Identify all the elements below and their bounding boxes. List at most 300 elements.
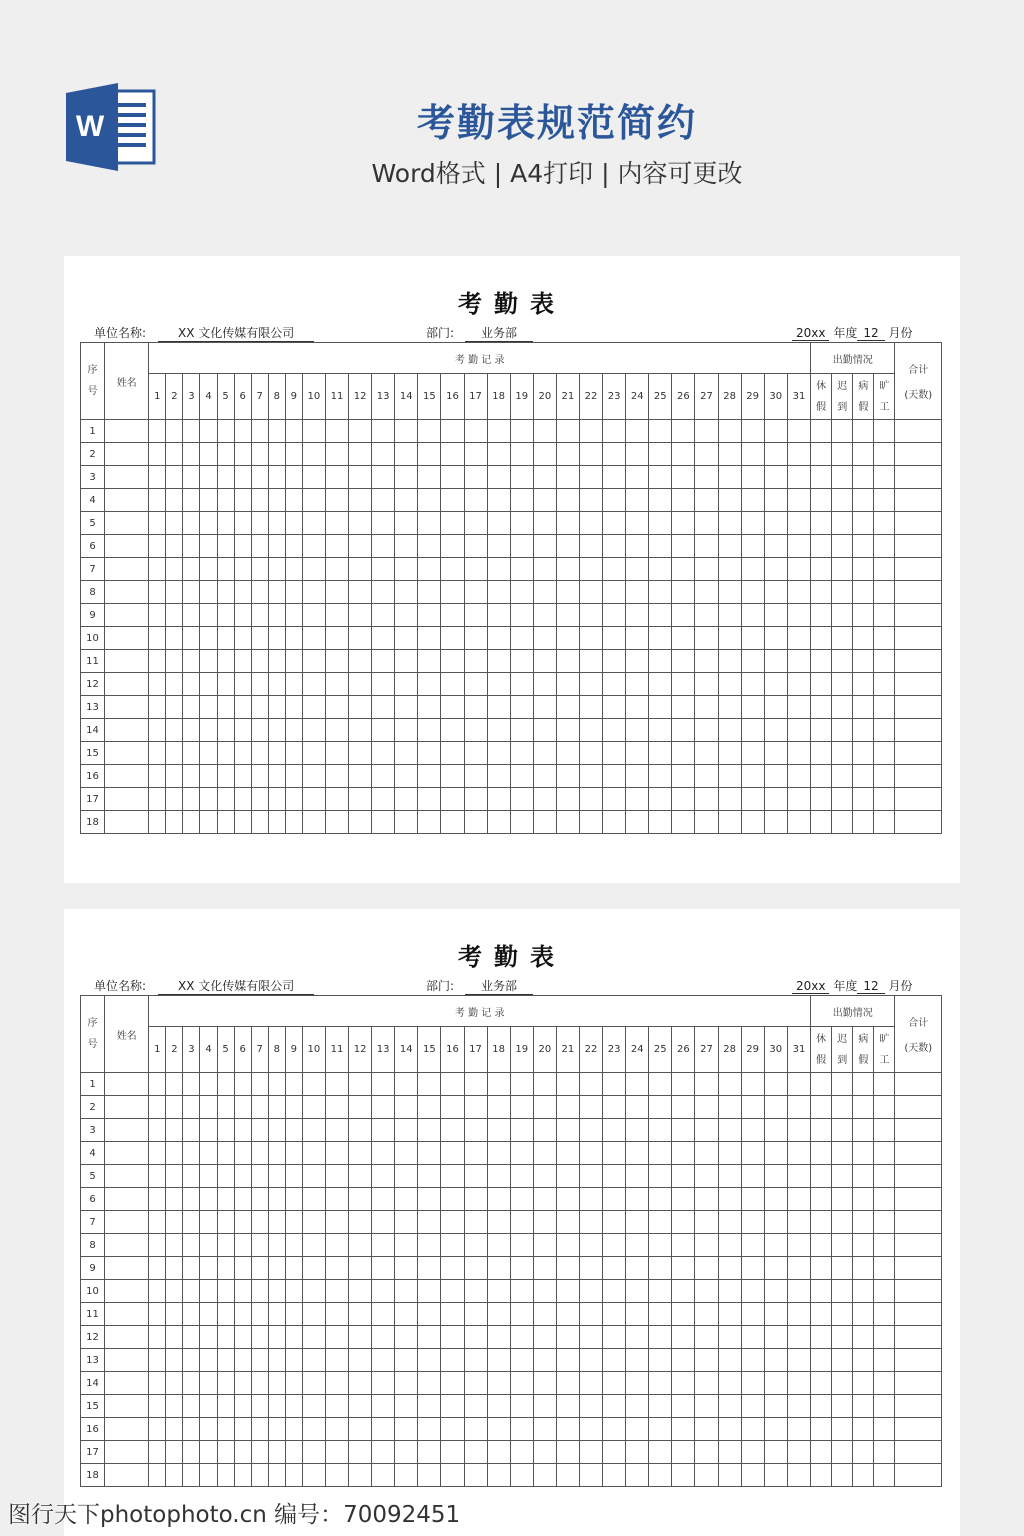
table-cell[interactable]: [268, 1326, 285, 1349]
table-cell[interactable]: [325, 719, 348, 742]
table-cell[interactable]: [234, 1096, 251, 1119]
table-cell[interactable]: [234, 1119, 251, 1142]
table-cell[interactable]: [672, 466, 695, 489]
table-cell[interactable]: [764, 1165, 787, 1188]
table-cell[interactable]: [874, 742, 895, 765]
table-cell[interactable]: [441, 765, 464, 788]
table-cell[interactable]: [718, 466, 741, 489]
table-cell[interactable]: [372, 1096, 395, 1119]
table-cell[interactable]: [487, 788, 510, 811]
table-cell[interactable]: [183, 1096, 200, 1119]
table-cell[interactable]: [626, 742, 649, 765]
table-cell[interactable]: [556, 1142, 579, 1165]
table-cell[interactable]: [853, 558, 874, 581]
table-cell[interactable]: [418, 512, 441, 535]
table-cell[interactable]: [395, 1280, 418, 1303]
table-cell[interactable]: [603, 1234, 626, 1257]
table-cell[interactable]: [149, 650, 166, 673]
table-cell[interactable]: [811, 466, 832, 489]
table-cell[interactable]: [464, 512, 487, 535]
table-cell[interactable]: [811, 1257, 832, 1280]
table-cell[interactable]: [464, 742, 487, 765]
table-cell[interactable]: [853, 788, 874, 811]
table-cell[interactable]: [372, 673, 395, 696]
table-cell[interactable]: [874, 1395, 895, 1418]
table-cell[interactable]: [105, 535, 149, 558]
table-cell[interactable]: [251, 420, 268, 443]
table-cell[interactable]: [105, 1326, 149, 1349]
table-cell[interactable]: [832, 1073, 853, 1096]
table-cell[interactable]: [105, 466, 149, 489]
table-cell[interactable]: [533, 765, 556, 788]
table-cell[interactable]: [349, 489, 372, 512]
table-cell[interactable]: [510, 1441, 533, 1464]
table-cell[interactable]: [832, 788, 853, 811]
table-cell[interactable]: [811, 443, 832, 466]
table-cell[interactable]: [349, 1234, 372, 1257]
table-cell[interactable]: [349, 719, 372, 742]
table-cell[interactable]: [603, 1142, 626, 1165]
table-cell[interactable]: [285, 719, 302, 742]
table-cell[interactable]: [268, 1142, 285, 1165]
table-cell[interactable]: [325, 1280, 348, 1303]
table-cell[interactable]: [787, 1372, 810, 1395]
table-cell[interactable]: [579, 1441, 602, 1464]
table-cell[interactable]: [200, 1372, 217, 1395]
table-cell[interactable]: [672, 742, 695, 765]
table-cell[interactable]: [741, 1119, 764, 1142]
table-cell[interactable]: [464, 1234, 487, 1257]
table-cell[interactable]: [718, 1096, 741, 1119]
table-cell[interactable]: [672, 719, 695, 742]
table-cell[interactable]: [149, 1326, 166, 1349]
table-cell[interactable]: [556, 811, 579, 834]
table-cell[interactable]: [649, 1418, 672, 1441]
table-cell[interactable]: [811, 1395, 832, 1418]
table-cell[interactable]: [695, 1096, 718, 1119]
table-cell[interactable]: [853, 1303, 874, 1326]
table-cell[interactable]: [787, 1326, 810, 1349]
table-cell[interactable]: [533, 742, 556, 765]
table-cell[interactable]: [741, 788, 764, 811]
table-cell[interactable]: [603, 650, 626, 673]
table-cell[interactable]: [626, 1372, 649, 1395]
table-cell[interactable]: [325, 420, 348, 443]
table-cell[interactable]: [533, 1280, 556, 1303]
table-cell[interactable]: [895, 1441, 942, 1464]
table-cell[interactable]: [251, 696, 268, 719]
table-cell[interactable]: [395, 1441, 418, 1464]
table-cell[interactable]: [764, 696, 787, 719]
table-cell[interactable]: [149, 1349, 166, 1372]
table-cell[interactable]: [556, 1441, 579, 1464]
table-cell[interactable]: [787, 1119, 810, 1142]
table-cell[interactable]: [764, 1280, 787, 1303]
table-cell[interactable]: [217, 558, 234, 581]
table-cell[interactable]: [487, 443, 510, 466]
table-cell[interactable]: [105, 1418, 149, 1441]
table-cell[interactable]: [234, 719, 251, 742]
table-cell[interactable]: [251, 1280, 268, 1303]
table-cell[interactable]: [764, 742, 787, 765]
table-cell[interactable]: [626, 1395, 649, 1418]
table-cell[interactable]: [418, 627, 441, 650]
table-cell[interactable]: [325, 1441, 348, 1464]
table-cell[interactable]: [302, 1418, 325, 1441]
table-cell[interactable]: [764, 719, 787, 742]
table-cell[interactable]: [285, 650, 302, 673]
table-cell[interactable]: [268, 1395, 285, 1418]
table-cell[interactable]: [200, 650, 217, 673]
table-cell[interactable]: [811, 1303, 832, 1326]
table-cell[interactable]: [603, 719, 626, 742]
table-cell[interactable]: [487, 811, 510, 834]
table-cell[interactable]: [626, 604, 649, 627]
table-cell[interactable]: [200, 466, 217, 489]
table-cell[interactable]: [579, 788, 602, 811]
table-cell[interactable]: [149, 696, 166, 719]
table-cell[interactable]: [579, 1234, 602, 1257]
table-cell[interactable]: [510, 512, 533, 535]
table-cell[interactable]: [764, 443, 787, 466]
table-cell[interactable]: [626, 1234, 649, 1257]
table-cell[interactable]: [268, 765, 285, 788]
table-cell[interactable]: [349, 604, 372, 627]
table-cell[interactable]: [268, 558, 285, 581]
table-cell[interactable]: [764, 627, 787, 650]
table-cell[interactable]: [166, 489, 183, 512]
table-cell[interactable]: [895, 1303, 942, 1326]
table-cell[interactable]: [556, 673, 579, 696]
table-cell[interactable]: [649, 627, 672, 650]
table-cell[interactable]: [166, 650, 183, 673]
table-cell[interactable]: [672, 1349, 695, 1372]
table-cell[interactable]: [603, 1349, 626, 1372]
table-cell[interactable]: [649, 811, 672, 834]
table-cell[interactable]: [372, 788, 395, 811]
table-cell[interactable]: [510, 604, 533, 627]
table-cell[interactable]: [695, 1188, 718, 1211]
table-cell[interactable]: [832, 1372, 853, 1395]
table-cell[interactable]: [325, 627, 348, 650]
table-cell[interactable]: [268, 1441, 285, 1464]
table-cell[interactable]: [349, 558, 372, 581]
table-cell[interactable]: [105, 1073, 149, 1096]
table-cell[interactable]: [183, 765, 200, 788]
table-cell[interactable]: [556, 650, 579, 673]
table-cell[interactable]: [603, 1395, 626, 1418]
table-cell[interactable]: [372, 1211, 395, 1234]
table-cell[interactable]: [695, 1211, 718, 1234]
table-cell[interactable]: [874, 535, 895, 558]
table-cell[interactable]: [105, 673, 149, 696]
table-cell[interactable]: [811, 604, 832, 627]
table-cell[interactable]: [302, 1372, 325, 1395]
table-cell[interactable]: [579, 558, 602, 581]
table-cell[interactable]: [556, 1326, 579, 1349]
table-cell[interactable]: [349, 1096, 372, 1119]
table-cell[interactable]: [718, 1188, 741, 1211]
table-cell[interactable]: [372, 719, 395, 742]
table-cell[interactable]: [349, 581, 372, 604]
table-cell[interactable]: [372, 811, 395, 834]
table-cell[interactable]: [105, 1257, 149, 1280]
table-cell[interactable]: [741, 443, 764, 466]
table-cell[interactable]: [234, 1418, 251, 1441]
table-cell[interactable]: [464, 535, 487, 558]
table-cell[interactable]: [251, 1211, 268, 1234]
table-cell[interactable]: [787, 420, 810, 443]
table-cell[interactable]: [251, 1188, 268, 1211]
table-cell[interactable]: [895, 1096, 942, 1119]
table-cell[interactable]: [874, 466, 895, 489]
table-cell[interactable]: [487, 1280, 510, 1303]
table-cell[interactable]: [302, 1234, 325, 1257]
table-cell[interactable]: [603, 1418, 626, 1441]
table-cell[interactable]: [695, 811, 718, 834]
table-cell[interactable]: [302, 1165, 325, 1188]
table-cell[interactable]: [874, 673, 895, 696]
table-cell[interactable]: [649, 1395, 672, 1418]
table-cell[interactable]: [200, 581, 217, 604]
table-cell[interactable]: [672, 1234, 695, 1257]
table-cell[interactable]: [285, 627, 302, 650]
table-cell[interactable]: [418, 489, 441, 512]
table-cell[interactable]: [874, 558, 895, 581]
table-cell[interactable]: [285, 1188, 302, 1211]
table-cell[interactable]: [626, 1349, 649, 1372]
table-cell[interactable]: [832, 673, 853, 696]
table-cell[interactable]: [234, 627, 251, 650]
table-cell[interactable]: [234, 581, 251, 604]
table-cell[interactable]: [395, 1395, 418, 1418]
table-cell[interactable]: [874, 489, 895, 512]
table-cell[interactable]: [787, 788, 810, 811]
table-cell[interactable]: [853, 1096, 874, 1119]
table-cell[interactable]: [832, 535, 853, 558]
table-cell[interactable]: [853, 719, 874, 742]
table-cell[interactable]: [325, 1326, 348, 1349]
table-cell[interactable]: [183, 1464, 200, 1487]
table-cell[interactable]: [418, 1142, 441, 1165]
table-cell[interactable]: [672, 1441, 695, 1464]
table-cell[interactable]: [672, 1257, 695, 1280]
table-cell[interactable]: [268, 512, 285, 535]
table-cell[interactable]: [556, 1395, 579, 1418]
table-cell[interactable]: [234, 1234, 251, 1257]
table-cell[interactable]: [672, 558, 695, 581]
table-cell[interactable]: [268, 443, 285, 466]
table-cell[interactable]: [487, 719, 510, 742]
table-cell[interactable]: [372, 765, 395, 788]
table-cell[interactable]: [234, 1280, 251, 1303]
table-cell[interactable]: [695, 1372, 718, 1395]
table-cell[interactable]: [579, 1257, 602, 1280]
table-cell[interactable]: [672, 1165, 695, 1188]
table-cell[interactable]: [285, 765, 302, 788]
table-cell[interactable]: [787, 811, 810, 834]
table-cell[interactable]: [533, 696, 556, 719]
table-cell[interactable]: [787, 742, 810, 765]
table-cell[interactable]: [787, 1234, 810, 1257]
table-cell[interactable]: [372, 650, 395, 673]
table-cell[interactable]: [811, 535, 832, 558]
table-cell[interactable]: [649, 742, 672, 765]
table-cell[interactable]: [672, 1142, 695, 1165]
table-cell[interactable]: [464, 811, 487, 834]
table-cell[interactable]: [533, 673, 556, 696]
table-cell[interactable]: [556, 558, 579, 581]
table-cell[interactable]: [895, 558, 942, 581]
table-cell[interactable]: [487, 489, 510, 512]
table-cell[interactable]: [832, 1303, 853, 1326]
table-cell[interactable]: [626, 1441, 649, 1464]
table-cell[interactable]: [418, 1326, 441, 1349]
table-cell[interactable]: [149, 719, 166, 742]
table-cell[interactable]: [166, 1280, 183, 1303]
table-cell[interactable]: [787, 558, 810, 581]
table-cell[interactable]: [395, 466, 418, 489]
table-cell[interactable]: [372, 489, 395, 512]
table-cell[interactable]: [200, 673, 217, 696]
table-cell[interactable]: [533, 627, 556, 650]
table-cell[interactable]: [672, 443, 695, 466]
table-cell[interactable]: [302, 443, 325, 466]
table-cell[interactable]: [741, 420, 764, 443]
table-cell[interactable]: [741, 1372, 764, 1395]
table-cell[interactable]: [672, 512, 695, 535]
table-cell[interactable]: [764, 788, 787, 811]
table-cell[interactable]: [149, 1372, 166, 1395]
table-cell[interactable]: [200, 1349, 217, 1372]
table-cell[interactable]: [556, 512, 579, 535]
table-cell[interactable]: [603, 581, 626, 604]
table-cell[interactable]: [395, 512, 418, 535]
table-cell[interactable]: [418, 1441, 441, 1464]
table-cell[interactable]: [510, 420, 533, 443]
table-cell[interactable]: [441, 627, 464, 650]
table-cell[interactable]: [695, 1119, 718, 1142]
table-cell[interactable]: [695, 673, 718, 696]
table-cell[interactable]: [695, 558, 718, 581]
table-cell[interactable]: [832, 1326, 853, 1349]
table-cell[interactable]: [234, 650, 251, 673]
table-cell[interactable]: [764, 765, 787, 788]
table-cell[interactable]: [695, 1326, 718, 1349]
table-cell[interactable]: [395, 535, 418, 558]
table-cell[interactable]: [217, 696, 234, 719]
table-cell[interactable]: [302, 535, 325, 558]
table-cell[interactable]: [649, 1096, 672, 1119]
table-cell[interactable]: [895, 1165, 942, 1188]
table-cell[interactable]: [672, 811, 695, 834]
table-cell[interactable]: [832, 512, 853, 535]
table-cell[interactable]: [395, 1464, 418, 1487]
table-cell[interactable]: [718, 1165, 741, 1188]
table-cell[interactable]: [895, 1395, 942, 1418]
table-cell[interactable]: [695, 1234, 718, 1257]
table-cell[interactable]: [464, 673, 487, 696]
table-cell[interactable]: [556, 1349, 579, 1372]
table-cell[interactable]: [268, 1418, 285, 1441]
table-cell[interactable]: [302, 742, 325, 765]
table-cell[interactable]: [579, 420, 602, 443]
table-cell[interactable]: [853, 1142, 874, 1165]
table-cell[interactable]: [533, 1165, 556, 1188]
table-cell[interactable]: [217, 489, 234, 512]
table-cell[interactable]: [626, 719, 649, 742]
table-cell[interactable]: [626, 1188, 649, 1211]
table-cell[interactable]: [285, 742, 302, 765]
table-cell[interactable]: [234, 811, 251, 834]
table-cell[interactable]: [718, 650, 741, 673]
table-cell[interactable]: [251, 1464, 268, 1487]
table-cell[interactable]: [349, 1326, 372, 1349]
table-cell[interactable]: [418, 1165, 441, 1188]
table-cell[interactable]: [626, 765, 649, 788]
table-cell[interactable]: [895, 512, 942, 535]
table-cell[interactable]: [285, 696, 302, 719]
table-cell[interactable]: [787, 650, 810, 673]
table-cell[interactable]: [200, 1418, 217, 1441]
table-cell[interactable]: [626, 650, 649, 673]
table-cell[interactable]: [349, 1349, 372, 1372]
table-cell[interactable]: [302, 1257, 325, 1280]
table-cell[interactable]: [251, 1372, 268, 1395]
table-cell[interactable]: [874, 1441, 895, 1464]
table-cell[interactable]: [487, 673, 510, 696]
table-cell[interactable]: [874, 1211, 895, 1234]
table-cell[interactable]: [464, 1257, 487, 1280]
table-cell[interactable]: [418, 1188, 441, 1211]
table-cell[interactable]: [464, 788, 487, 811]
table-cell[interactable]: [556, 443, 579, 466]
table-cell[interactable]: [325, 1303, 348, 1326]
table-cell[interactable]: [556, 1418, 579, 1441]
table-cell[interactable]: [285, 1395, 302, 1418]
table-cell[interactable]: [166, 1142, 183, 1165]
table-cell[interactable]: [895, 1119, 942, 1142]
table-cell[interactable]: [285, 1234, 302, 1257]
table-cell[interactable]: [787, 719, 810, 742]
table-cell[interactable]: [787, 466, 810, 489]
table-cell[interactable]: [533, 1395, 556, 1418]
table-cell[interactable]: [418, 443, 441, 466]
table-cell[interactable]: [603, 696, 626, 719]
table-cell[interactable]: [874, 765, 895, 788]
table-cell[interactable]: [832, 1464, 853, 1487]
table-cell[interactable]: [149, 1119, 166, 1142]
table-cell[interactable]: [183, 535, 200, 558]
table-cell[interactable]: [251, 1142, 268, 1165]
table-cell[interactable]: [764, 1441, 787, 1464]
table-cell[interactable]: [395, 1372, 418, 1395]
table-cell[interactable]: [811, 1372, 832, 1395]
table-cell[interactable]: [395, 420, 418, 443]
table-cell[interactable]: [285, 788, 302, 811]
table-cell[interactable]: [579, 443, 602, 466]
table-cell[interactable]: [832, 558, 853, 581]
table-cell[interactable]: [556, 489, 579, 512]
table-cell[interactable]: [149, 1464, 166, 1487]
table-cell[interactable]: [251, 742, 268, 765]
table-cell[interactable]: [372, 1188, 395, 1211]
table-cell[interactable]: [895, 1326, 942, 1349]
table-cell[interactable]: [200, 1211, 217, 1234]
table-cell[interactable]: [510, 1142, 533, 1165]
table-cell[interactable]: [649, 1165, 672, 1188]
table-cell[interactable]: [464, 719, 487, 742]
